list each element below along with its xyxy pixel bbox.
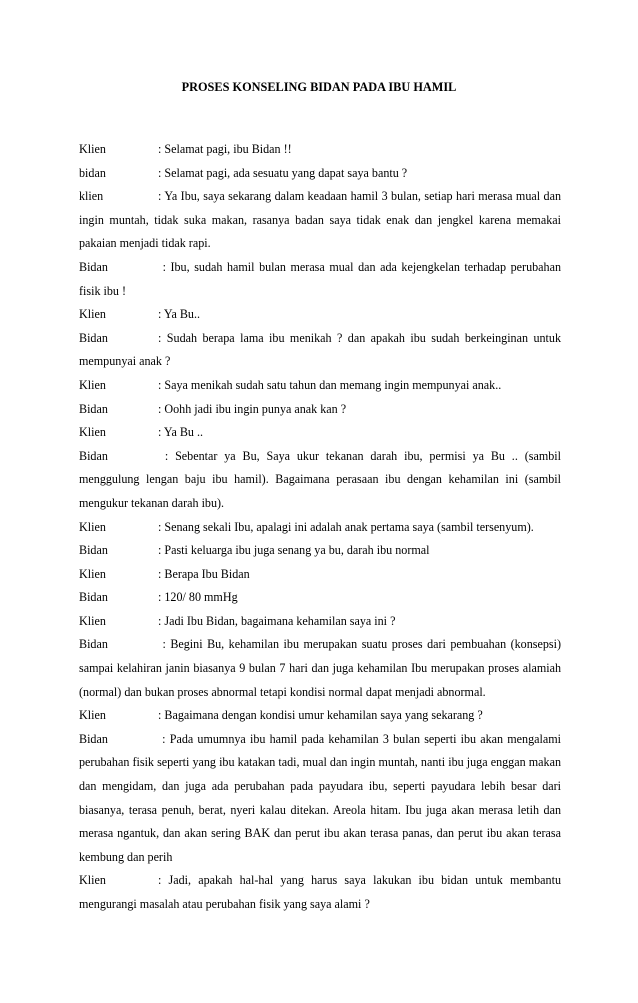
utterance-text: : Selamat pagi, ada sesuatu yang dapat saya bantu ?	[158, 165, 408, 180]
dialogue-turn	[79, 869, 561, 916]
dialogue-turn	[79, 704, 561, 728]
speaker-label: Klien	[79, 566, 106, 581]
dialogue-turn	[79, 445, 561, 516]
utterance-text: : Pada umumnya ibu hamil pada kehamilan 3 bulan seperti ibu akan mengalami perubahan fisik seperti yang ibu katakan tadi, mual dan ingin muntah, nanti ibu juga enggan makan dan mengidam, dan juga ada perubahan pada payudara ibu, seperti payudara lebih besar dari biasanya, terasa penuh, berat, nyeri kalau ditekan. Areola hitam. Ibu juga akan merasa letih dan merasa ngantuk, dan akan sering BAK dan perut ibu akan terasa panas, dan perut ibu akan terasa kembung dan perih	[79, 731, 561, 864]
dialogue-turn	[79, 633, 561, 704]
speaker-label: Bidan	[79, 637, 108, 652]
dialogue-turn	[79, 398, 561, 422]
dialogue-turn	[79, 516, 561, 540]
speaker-label: Klien	[79, 425, 106, 440]
utterance-text: : Berapa Ibu Bidan	[158, 566, 250, 581]
speaker-label: Klien	[79, 142, 106, 156]
dialogue-turn	[79, 162, 561, 186]
utterance-text: : Begini Bu, kehamilan ibu merupakan suatu proses dari pembuahan (konsepsi) sampai kelahiran janin biasanya 9 bulan 7 hari dan juga kehamilan Ibu merupakan proses alamiah (normal) dan bukan proses abnormal tetapi kondisi normal dapat menjadi abnormal.	[79, 637, 561, 699]
utterance-text: : 120/ 80 mmHg	[158, 590, 238, 605]
speaker-label: Bidan	[79, 590, 108, 605]
dialogue-turn	[79, 539, 561, 563]
dialogue-turn	[79, 138, 561, 162]
speaker-label: klien	[79, 189, 104, 204]
dialogue-turn	[79, 728, 561, 870]
dialogue-turn	[79, 374, 561, 398]
dialogue-turn	[79, 303, 561, 327]
dialogue-turn	[79, 421, 561, 445]
speaker-label: Klien	[79, 519, 106, 534]
utterance-text: : Sebentar ya Bu, Saya ukur tekanan darah ibu, permisi ya Bu .. (sambil menggulung lengan baju ibu hamil). Bagaimana perasaan ibu dengan kehamilan ini (sambil mengukur tekanan darah ibu).	[79, 448, 561, 510]
utterance-text: : Ya Bu..	[158, 307, 201, 322]
utterance-text: : Ibu, sudah hamil bulan merasa mual dan ada kejengkelan terhadap perubahan fisik ibu !	[79, 259, 561, 298]
speaker-label: Klien	[79, 377, 106, 392]
utterance-text: : Oohh jadi ibu ingin punya anak kan ?	[158, 401, 347, 416]
speaker-label: Bidan	[79, 448, 108, 463]
dialogue-turn	[79, 610, 561, 634]
speaker-label: Klien	[79, 307, 106, 322]
speaker-label: Bidan	[79, 543, 108, 558]
utterance-text: : Ya Ibu, saya sekarang dalam keadaan hamil 3 bulan, setiap hari merasa mual dan ingin muntah, tidak suka makan, rasanya badan saya tidak enak dan jengkel karena memakai pakaian menjadi tidak rapi.	[79, 189, 561, 251]
dialogue-turn	[79, 185, 561, 256]
dialogue-turn	[79, 327, 561, 374]
speaker-label: Bidan	[79, 401, 108, 416]
speaker-label: Bidan	[79, 330, 108, 345]
speaker-label: Klien	[79, 708, 106, 723]
speaker-label: bidan	[79, 165, 106, 180]
speaker-label: Bidan	[79, 259, 108, 274]
dialogue	[79, 138, 561, 917]
speaker-label: Klien	[79, 873, 106, 888]
speaker-label: Bidan	[79, 731, 108, 746]
dialogue-turn	[79, 256, 561, 303]
utterance-text: : Pasti keluarga ibu juga senang ya bu, darah ibu normal	[158, 543, 430, 558]
utterance-text: : Ya Bu ..	[158, 425, 204, 440]
utterance-text: : Bagaimana dengan kondisi umur kehamilan saya yang sekarang ?	[158, 708, 483, 723]
speaker-label: Klien	[79, 613, 106, 628]
utterance-text: : Sudah berapa lama ibu menikah ? dan apakah ibu sudah berkeinginan untuk mempunyai anak ?	[79, 330, 561, 369]
document-title: PROSES KONSELING BIDAN PADA IBU HAMIL	[181, 80, 457, 94]
utterance-text: : Jadi Ibu Bidan, bagaimana kehamilan saya ini ?	[158, 613, 396, 628]
dialogue-turn	[79, 586, 561, 610]
dialogue-turn	[79, 563, 561, 587]
utterance-text: : Jadi, apakah hal-hal yang harus saya lakukan ibu bidan untuk membantu mengurangi masalah atau perubahan fisik yang saya alami ?	[79, 873, 561, 911]
utterance-text: : Selamat pagi, ibu Bidan !!	[158, 142, 292, 156]
utterance-text: : Senang sekali Ibu, apalagi ini adalah anak pertama saya (sambil tersenyum).	[158, 519, 534, 534]
utterance-text: : Saya menikah sudah satu tahun dan memang ingin mempunyai anak..	[158, 377, 502, 392]
